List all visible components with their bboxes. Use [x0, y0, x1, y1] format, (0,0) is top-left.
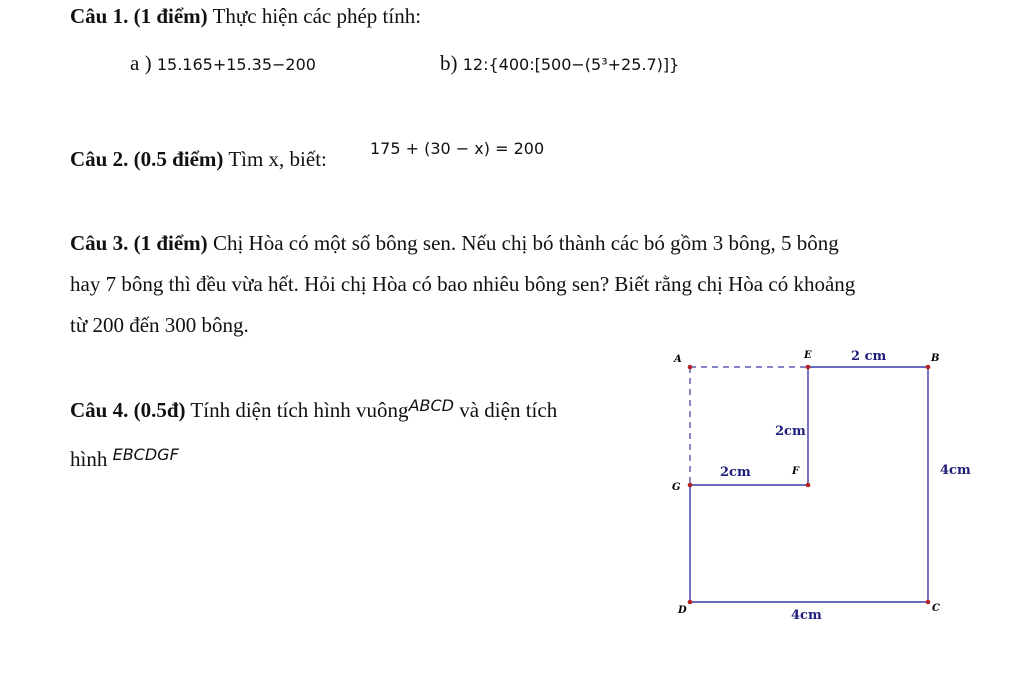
q4-square-name: ABCD — [408, 396, 454, 415]
length-eb: 2 cm — [851, 349, 887, 364]
point-c — [926, 600, 931, 605]
q3-points: (1 điểm) — [133, 231, 208, 255]
q3-line-1-text: Chị Hòa có một số bông sen. Nếu chị bó thành các bó gồm 3 bông, 5 bông — [212, 231, 839, 255]
point-e — [806, 365, 811, 370]
label-b: B — [931, 353, 940, 364]
point-f — [806, 483, 811, 488]
length-gf: 2cm — [720, 465, 751, 480]
q1-b-expression: 12:{400:[500−(5³+25.7)]} — [462, 55, 680, 74]
q4-shape-name: EBCDGF — [112, 445, 179, 464]
label-f: F — [792, 466, 800, 477]
q1-label: Câu 1. — [70, 4, 129, 28]
label-d: D — [678, 605, 687, 616]
q1-a-label: a ) — [130, 51, 152, 75]
point-b — [926, 365, 931, 370]
q4-text-1: Tính diện tích hình vuông — [190, 398, 409, 422]
q2-points: (0.5 điểm) — [133, 147, 224, 171]
q2-equation: 175 + (30 − x) = 200 — [370, 139, 545, 158]
q1-part-b — [440, 51, 679, 76]
q2-label: Câu 2. — [70, 147, 129, 171]
q4-text-3: hình — [70, 447, 108, 471]
q1-b-label: b) — [440, 51, 458, 75]
question-4-line-2 — [70, 447, 179, 472]
q2-text: Tìm x, biết: — [228, 147, 327, 171]
q3-label: Câu 3. — [70, 231, 129, 255]
label-g: G — [672, 482, 681, 493]
geometry-figure — [660, 340, 990, 630]
point-d — [688, 600, 693, 605]
question-4 — [70, 398, 557, 423]
question-2 — [70, 147, 327, 172]
q4-points: (0.5đ) — [133, 398, 186, 422]
length-bc: 4cm — [940, 463, 971, 478]
question-3 — [70, 223, 855, 346]
q4-text-2: và diện tích — [459, 398, 558, 422]
point-a — [688, 365, 693, 370]
q3-line-1 — [70, 223, 855, 264]
q3-line-3: từ 200 đến 300 bông. — [70, 313, 249, 337]
q1-part-a — [130, 51, 316, 76]
q3-line-2: hay 7 bông thì đều vừa hết. Hỏi chị Hòa có bao nhiêu bông sen? Biết rằng chị Hòa có khoảng — [70, 272, 856, 296]
length-ef: 2cm — [775, 424, 806, 439]
length-dc: 4cm — [791, 608, 822, 623]
label-e: E — [804, 350, 812, 361]
q4-label: Câu 4. — [70, 398, 129, 422]
point-g — [688, 483, 693, 488]
label-c: C — [932, 603, 940, 614]
q1-text: Thực hiện các phép tính: — [212, 4, 422, 28]
question-1-header — [70, 4, 421, 29]
q1-points: (1 điểm) — [133, 4, 208, 28]
q1-a-expression: 15.165+15.35−200 — [156, 55, 316, 74]
label-a: A — [674, 354, 682, 365]
